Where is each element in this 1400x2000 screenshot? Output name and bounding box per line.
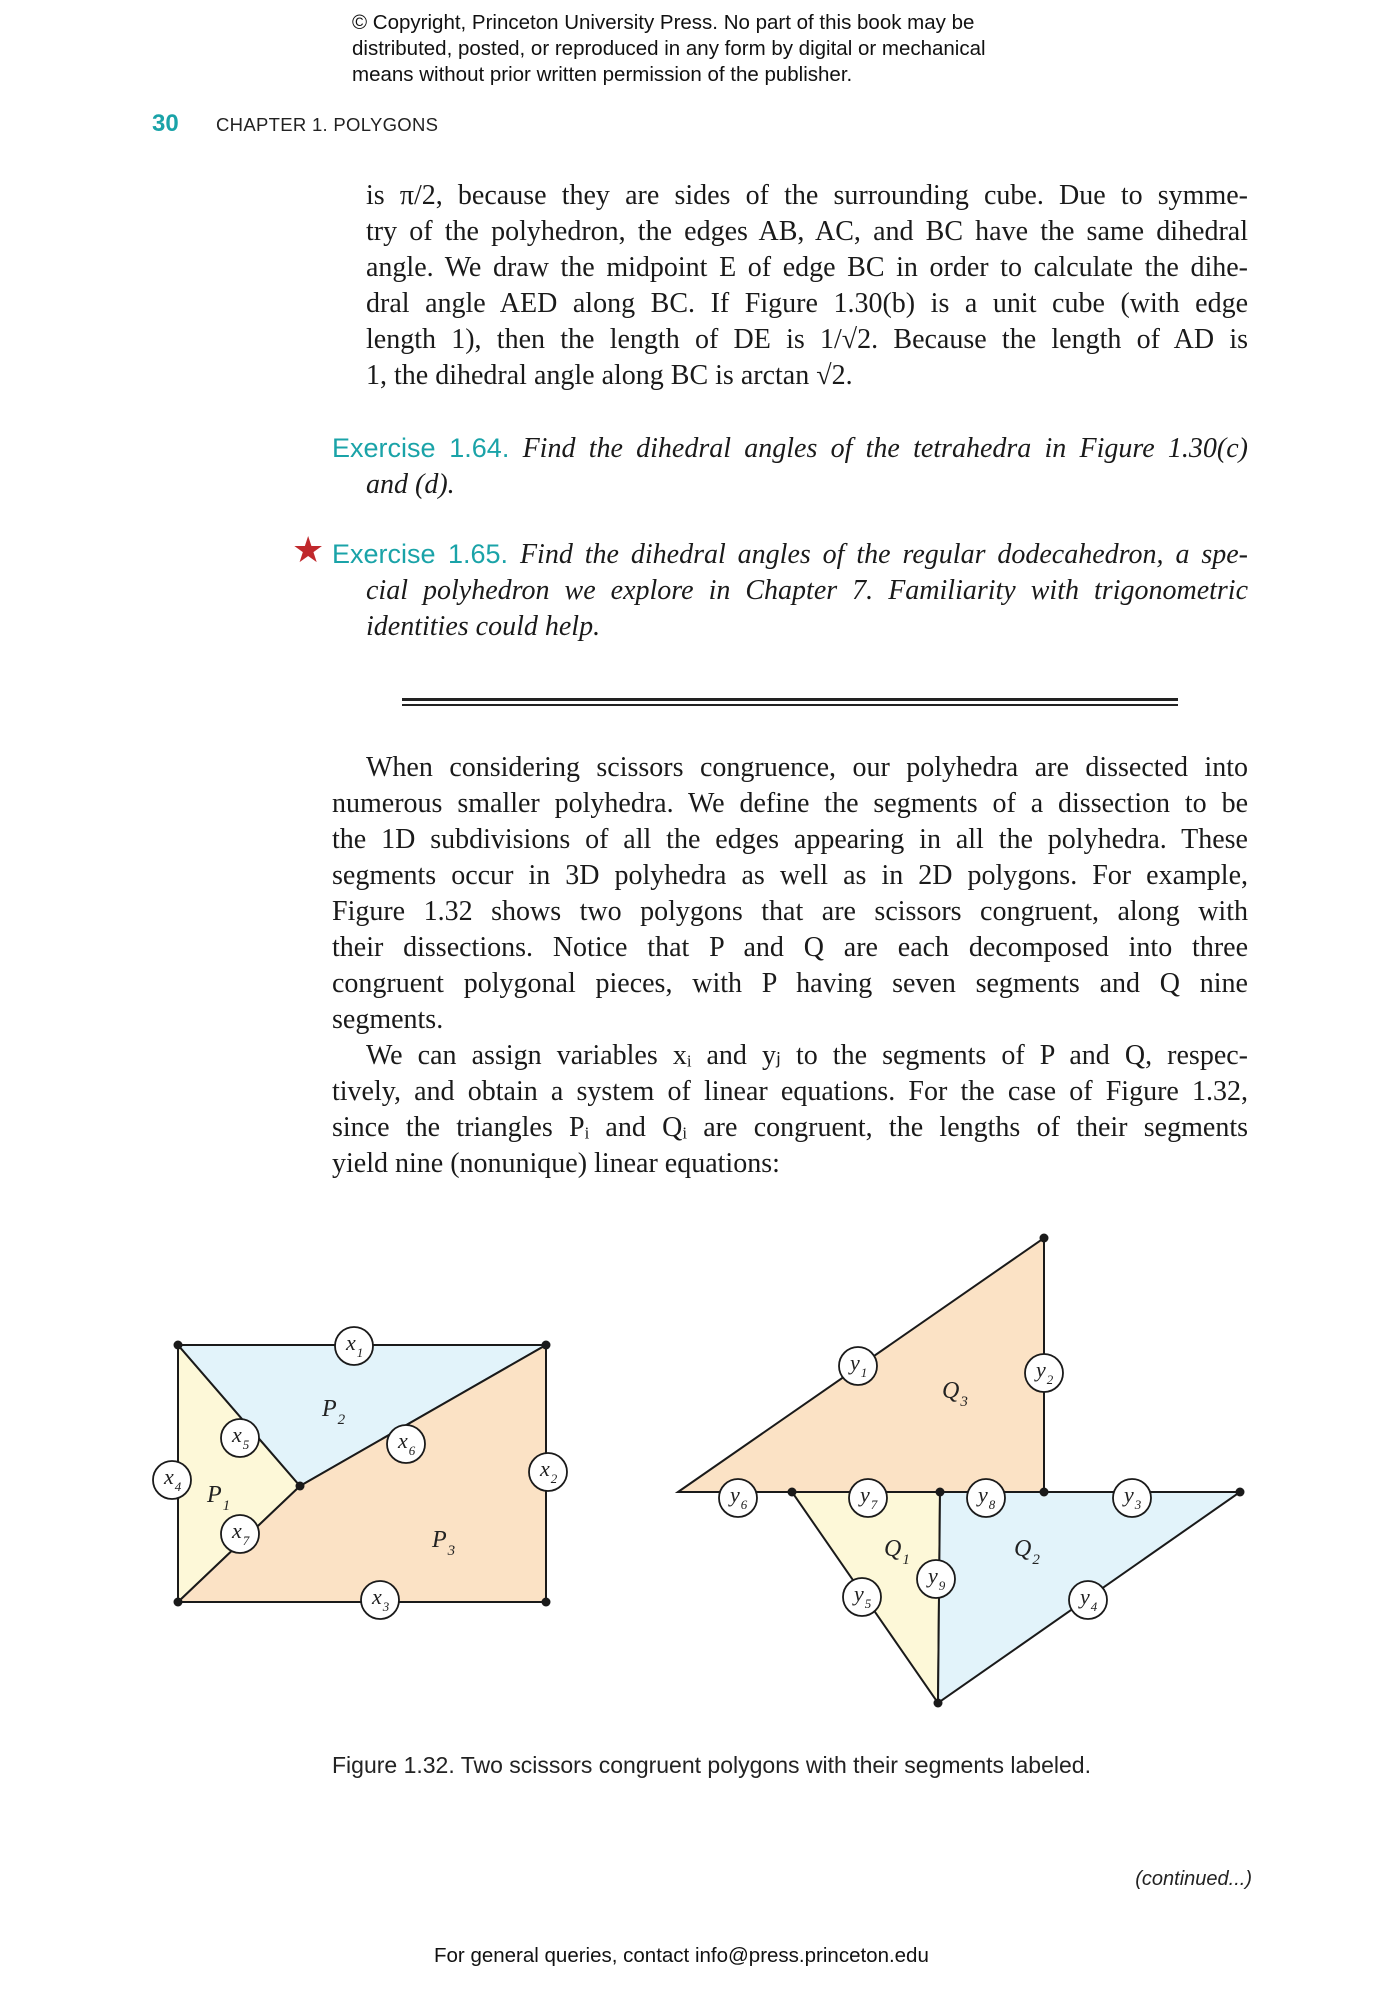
figure-1-32 <box>0 1220 1400 1720</box>
paragraph-dihedral <box>366 178 1248 394</box>
section-divider <box>402 698 1178 701</box>
segment-label <box>843 1578 881 1616</box>
copyright-line: distributed, posted, or reproduced in any form by digital or mechanical <box>352 37 986 60</box>
svg-text:x7: $x_7$ <box>232 1518 250 1548</box>
region-label: $Q_2$ <box>1014 1536 1040 1568</box>
svg-text:y9: $y_9$ <box>928 1563 946 1593</box>
text-line: 1, the dihedral angle along BC is arctan √2. <box>366 360 853 391</box>
exercise-first-line <box>332 430 1248 467</box>
text-line: yield nine (nonunique) linear equations: <box>332 1148 780 1179</box>
polygon-P <box>174 1341 551 1607</box>
region-label: $P_1$ <box>207 1482 231 1514</box>
svg-text:x3: $x_3$ <box>372 1584 390 1614</box>
region-label: $Q_1$ <box>884 1536 910 1568</box>
svg-text:x1: $x_1$ <box>346 1330 364 1360</box>
polygon-Q <box>678 1234 1245 1708</box>
exercise-1-64 <box>332 430 1248 503</box>
exercise-text: identities could help. <box>366 611 601 642</box>
svg-text:y2: $y_2$ <box>1036 1357 1054 1387</box>
svg-text:x2: $x_2$ <box>540 1456 558 1486</box>
exercise-text: Find the dihedral angles of the regular dodecahedron, a spe- <box>519 539 1249 570</box>
text-line: length 1), then the length of DE is 1/√2. Because the length of AD is <box>366 324 1248 355</box>
svg-text:y3: $y_3$ <box>1124 1482 1142 1512</box>
segment-label <box>1113 1479 1151 1517</box>
region-label: $P_3$ <box>432 1527 456 1559</box>
segment-label <box>529 1453 567 1491</box>
copyright-notice <box>352 10 1112 88</box>
text-line: the 1D subdivisions of all the edges appearing in all the polyhedra. These <box>332 824 1248 855</box>
segment-label <box>361 1581 399 1619</box>
exercise-text: cial polyhedron we explore in Chapter 7. Familiarity with trigonometric <box>366 575 1248 606</box>
continued-note: (continued...) <box>1135 1868 1252 1890</box>
segment-label <box>719 1479 757 1517</box>
svg-text:x4: $x_4$ <box>164 1464 182 1494</box>
svg-text:x5: $x_5$ <box>232 1422 250 1452</box>
segment-label <box>1025 1354 1063 1392</box>
segment-label <box>1069 1581 1107 1619</box>
text-line: angle. We draw the midpoint E of edge BC in order to calculate the dihe- <box>366 252 1248 283</box>
chapter-heading: CHAPTER 1. POLYGONS <box>216 114 439 135</box>
segment-label <box>153 1461 191 1499</box>
exercise-1-65 <box>332 536 1248 645</box>
text-line: Figure 1.32 shows two polygons that are scissors congruent, along with <box>332 896 1248 927</box>
text-line: tively, and obtain a system of linear equations. For the case of Figure 1.32, <box>332 1076 1248 1107</box>
text-line: segments. <box>332 1004 444 1035</box>
svg-text:x6: $x_6$ <box>398 1428 416 1458</box>
copyright-line: © Copyright, Princeton University Press. No part of this book may be <box>352 11 975 34</box>
segment-label <box>849 1479 887 1517</box>
segment-label <box>839 1347 877 1385</box>
text-line: numerous smaller polyhedra. We define the segments of a dissection to be <box>332 788 1248 819</box>
svg-text:y1: $y_1$ <box>850 1350 868 1380</box>
region-label: $Q_3$ <box>942 1378 968 1410</box>
text-line: try of the polyhedron, the edges AB, AC, and BC have the same dihedral <box>366 216 1248 247</box>
segment-label <box>967 1479 1005 1517</box>
text-line: is π/2, because they are sides of the surrounding cube. Due to symme- <box>366 180 1248 211</box>
footer-contact: For general queries, contact info@press.princeton.edu <box>434 1944 929 1967</box>
star-icon: ★ <box>292 530 325 571</box>
text-line: When considering scissors congruence, our polyhedra are dissected into <box>366 752 1248 783</box>
text-line: segments occur in 3D polyhedra as well as in 2D polygons. For example, <box>332 860 1248 891</box>
exercise-first-line <box>332 536 1248 573</box>
segment-label <box>221 1515 259 1553</box>
segment-label <box>335 1327 373 1365</box>
text-line: dral angle AED along BC. If Figure 1.30(b) is a unit cube (with edge <box>366 288 1248 319</box>
segment-label <box>387 1425 425 1463</box>
segment-label <box>221 1419 259 1457</box>
svg-text:y4: $y_4$ <box>1080 1584 1098 1614</box>
text-line: since the triangles Pᵢ and Qᵢ are congruent, the lengths of their segments <box>332 1112 1248 1143</box>
copyright-line: means without prior written permission of the publisher. <box>352 63 853 86</box>
segment-label <box>917 1560 955 1598</box>
svg-text:y6: $y_6$ <box>730 1482 748 1512</box>
section-divider <box>402 704 1178 706</box>
paragraph-scissors <box>332 750 1248 1182</box>
page-number: 30 <box>152 110 179 137</box>
exercise-text: and (d). <box>366 469 455 500</box>
figure-caption: Figure 1.32. Two scissors congruent polygons with their segments labeled. <box>332 1752 1091 1778</box>
exercise-label: Exercise 1.64. <box>332 433 510 463</box>
text-line: their dissections. Notice that P and Q are each decomposed into three <box>332 932 1248 963</box>
exercise-text: Find the dihedral angles of the tetrahedra in Figure 1.30(c) <box>522 433 1249 464</box>
svg-text:y5: $y_5$ <box>854 1581 872 1611</box>
text-line: congruent polygonal pieces, with P having seven segments and Q nine <box>332 968 1248 999</box>
svg-text:y7: $y_7$ <box>860 1482 878 1512</box>
svg-text:y8: $y_8$ <box>978 1482 996 1512</box>
text-line: We can assign variables xᵢ and yⱼ to the segments of P and Q, respec- <box>366 1040 1248 1071</box>
region-label: $P_2$ <box>322 1396 346 1428</box>
exercise-label: Exercise 1.65. <box>332 539 509 569</box>
